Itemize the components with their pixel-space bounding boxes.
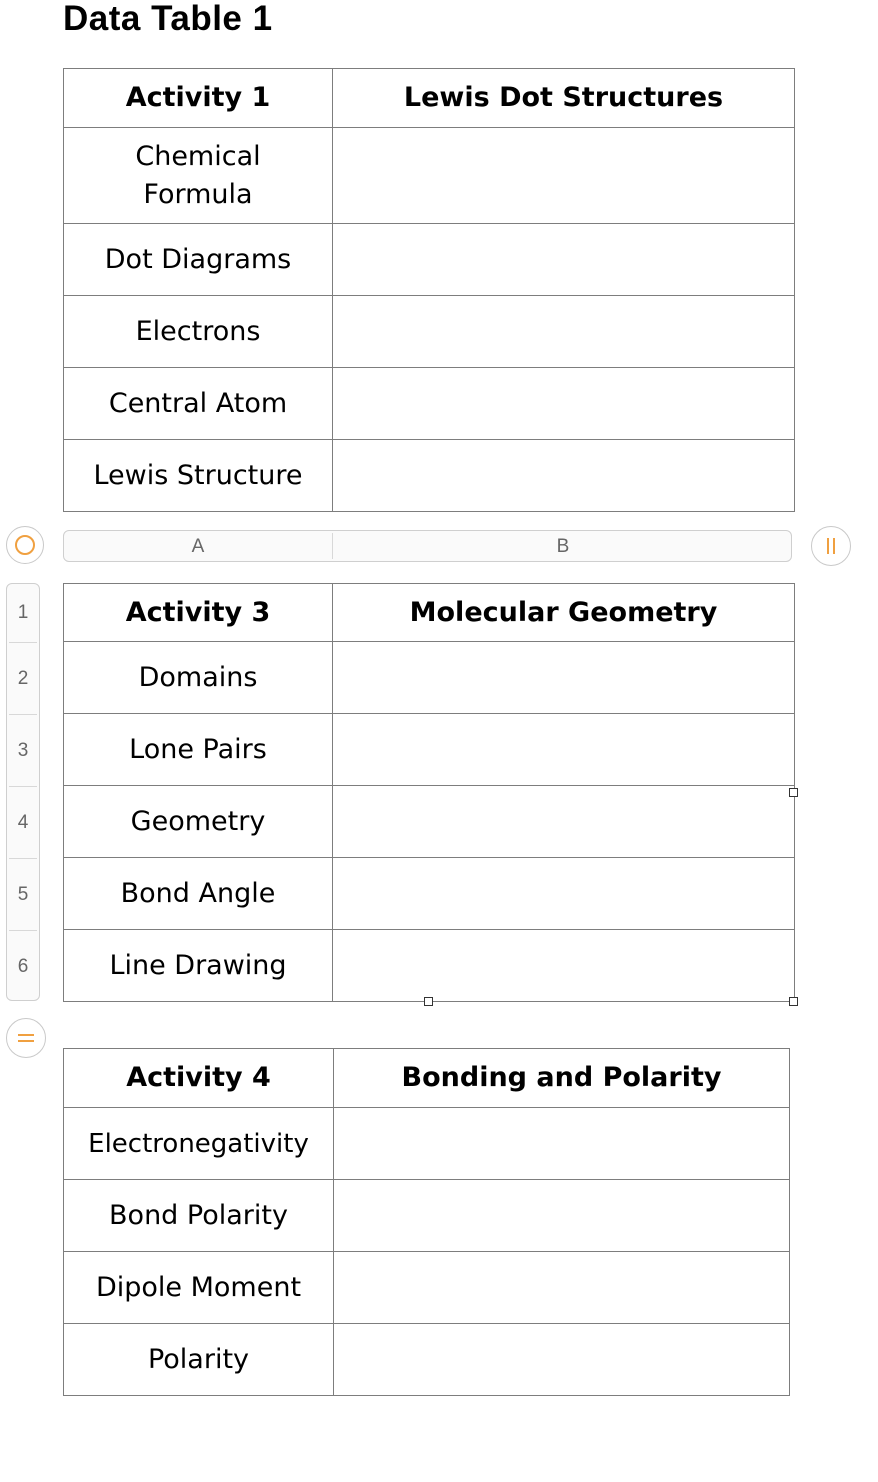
value-cell[interactable] [333, 930, 795, 1002]
row-divider [9, 642, 37, 643]
value-cell[interactable] [334, 1324, 790, 1396]
add-row-button[interactable] [6, 1018, 46, 1058]
row-header-5[interactable]: 5 [17, 884, 29, 905]
row-label-electrons[interactable]: Electrons [64, 296, 333, 368]
value-cell[interactable] [334, 1108, 790, 1180]
column-header-bar [63, 530, 792, 562]
row-label-electronegativity[interactable]: Electronegativity [64, 1108, 334, 1180]
table-header-cell[interactable]: Activity 1 [64, 69, 333, 128]
column-handle-icon [823, 535, 839, 557]
row-handle-icon [15, 1030, 37, 1046]
resize-handle-bottom[interactable] [424, 997, 433, 1006]
resize-handle-corner[interactable] [789, 997, 798, 1006]
row-header-6[interactable]: 6 [17, 956, 29, 977]
column-header-b[interactable]: B [556, 536, 570, 557]
table-header-cell[interactable]: Bonding and Polarity [334, 1049, 790, 1108]
value-cell[interactable] [333, 368, 795, 440]
page-title: Data Table 1 [63, 0, 273, 38]
value-cell[interactable] [333, 440, 795, 512]
row-header-bar [6, 583, 40, 1001]
row-divider [9, 930, 37, 931]
row-label-central-atom[interactable]: Central Atom [64, 368, 333, 440]
table-header-cell[interactable]: Lewis Dot Structures [333, 69, 795, 128]
row-header-1[interactable]: 1 [17, 602, 29, 623]
resize-handle-right[interactable] [789, 788, 798, 797]
data-table-activity-1 [63, 68, 795, 512]
row-label-lewis-structure[interactable]: Lewis Structure [64, 440, 333, 512]
table-header-cell[interactable]: Molecular Geometry [333, 584, 795, 642]
table-header-cell[interactable]: Activity 3 [64, 584, 333, 642]
row-header-3[interactable]: 3 [17, 740, 29, 761]
row-label-domains[interactable]: Domains [64, 642, 333, 714]
row-label-lone-pairs[interactable]: Lone Pairs [64, 714, 333, 786]
row-label-chemical-formula[interactable]: Chemical Formula [64, 128, 333, 224]
table-header-cell[interactable]: Activity 4 [64, 1049, 334, 1108]
value-cell[interactable] [333, 642, 795, 714]
row-label-bond-angle[interactable]: Bond Angle [64, 858, 333, 930]
row-header-4[interactable]: 4 [17, 812, 29, 833]
circle-icon [14, 534, 36, 556]
add-column-button[interactable] [811, 526, 851, 566]
row-header-2[interactable]: 2 [17, 668, 29, 689]
row-label-dot-diagrams[interactable]: Dot Diagrams [64, 224, 333, 296]
value-cell[interactable] [333, 786, 795, 858]
row-label-dipole-moment[interactable]: Dipole Moment [64, 1252, 334, 1324]
row-divider [9, 858, 37, 859]
row-label-geometry[interactable]: Geometry [64, 786, 333, 858]
row-label-polarity[interactable]: Polarity [64, 1324, 334, 1396]
value-cell[interactable] [334, 1180, 790, 1252]
row-label-line-drawing[interactable]: Line Drawing [64, 930, 333, 1002]
column-header-a[interactable]: A [191, 536, 205, 557]
select-table-button[interactable] [6, 526, 44, 564]
row-label-bond-polarity[interactable]: Bond Polarity [64, 1180, 334, 1252]
row-divider [9, 714, 37, 715]
value-cell[interactable] [333, 296, 795, 368]
data-table-activity-4 [63, 1048, 790, 1396]
value-cell[interactable] [333, 714, 795, 786]
value-cell[interactable] [333, 224, 795, 296]
data-table-activity-3[interactable] [63, 583, 795, 1002]
value-cell[interactable] [333, 128, 795, 224]
value-cell[interactable] [334, 1252, 790, 1324]
value-cell[interactable] [333, 858, 795, 930]
row-divider [9, 786, 37, 787]
